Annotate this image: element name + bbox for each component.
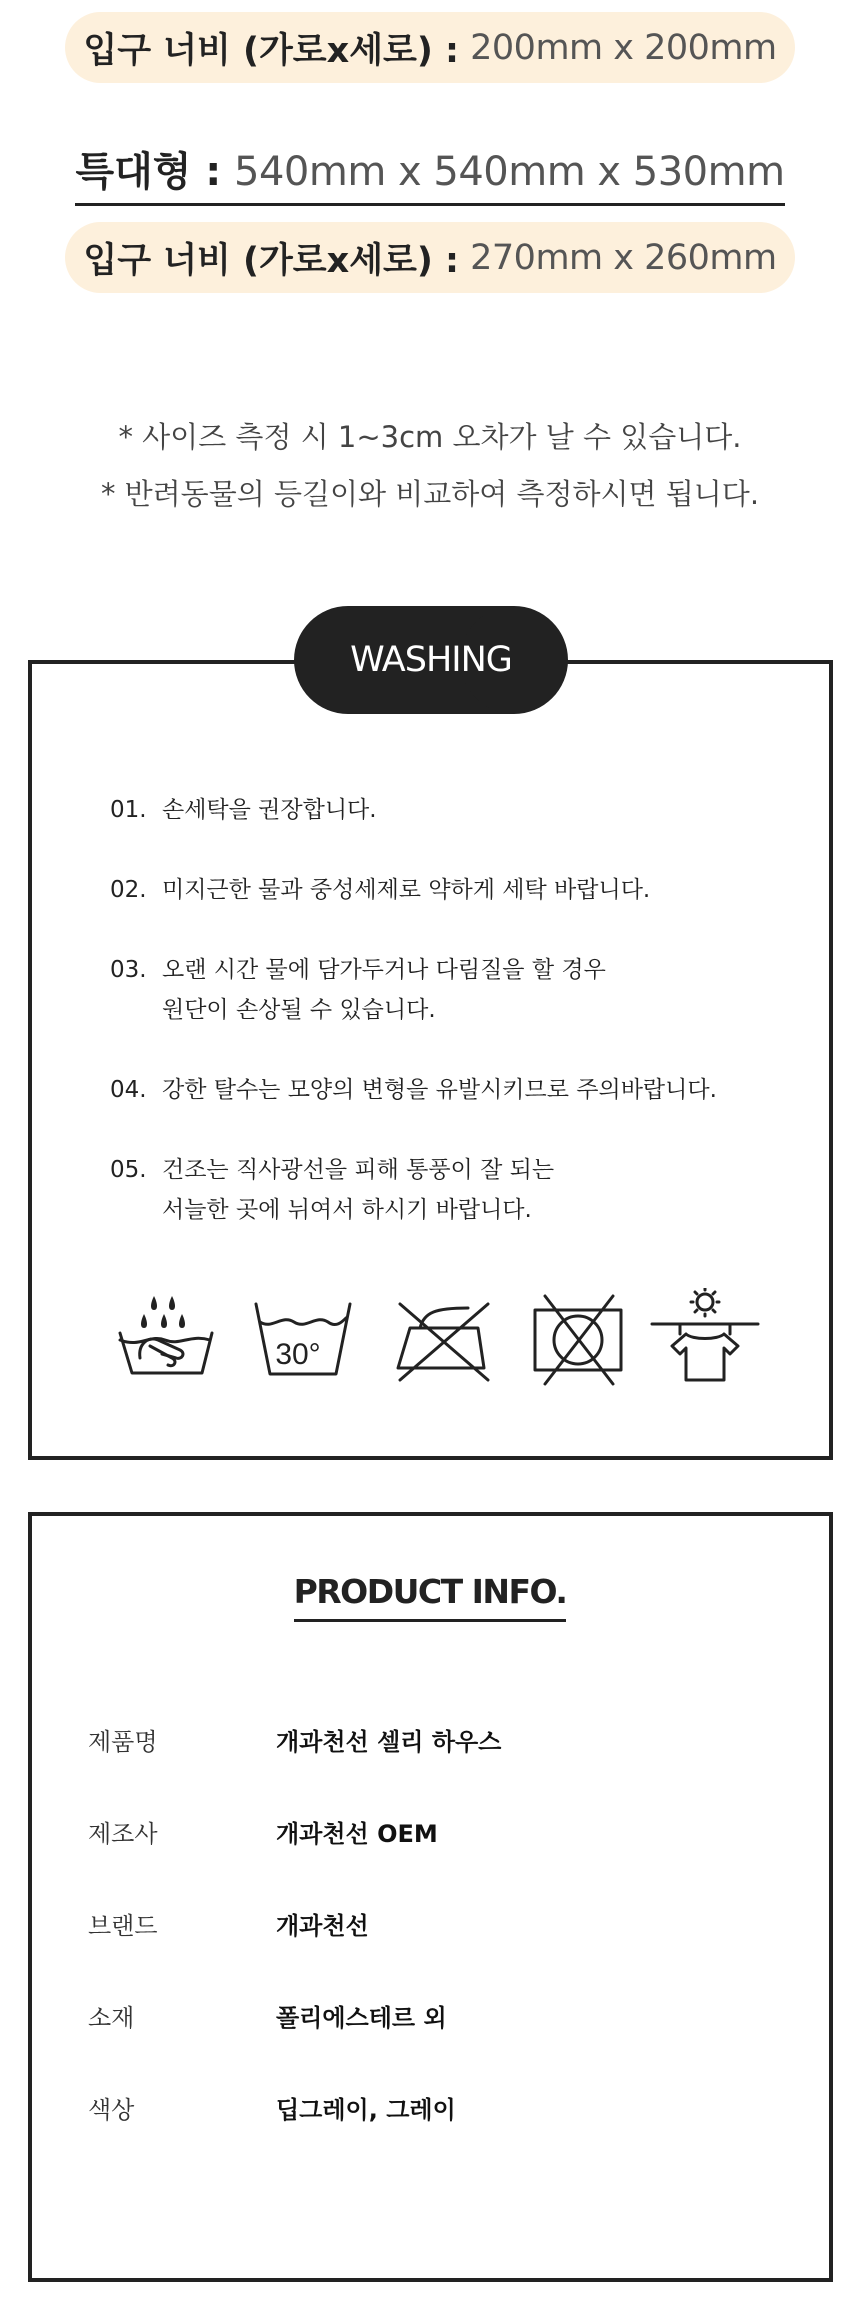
list-item: 04. 강한 탈수는 모양의 변형을 유발시키므로 주의바랍니다. [110, 1077, 717, 1103]
list-item: 03. 오랜 시간 물에 담가두거나 다림질을 할 경우 원단이 손상될 수 있습니다. [110, 957, 606, 1023]
spec-row-brand: 브랜드 개과천선 [88, 1912, 369, 1940]
entrance-size-pill-1 [65, 12, 795, 83]
xl-size-label: 특대형 : [75, 149, 222, 195]
washing-title: WASHING [350, 640, 512, 680]
no-iron-icon [388, 1288, 498, 1388]
product-info-panel [28, 1512, 833, 2282]
spec-row-material: 소재 폴리에스테르 외 [88, 2004, 447, 2032]
size-note-2: * 반려동물의 등길이와 비교하여 측정하시면 됩니다. [100, 477, 760, 511]
washing-badge [294, 606, 568, 714]
spec-row-manufacturer: 제조사 개과천선 OEM [88, 1820, 438, 1848]
xl-size-line [0, 140, 860, 206]
entrance-size-label: 입구 너비 (가로x세로) : [83, 240, 459, 281]
wash-30-icon [248, 1288, 358, 1388]
care-icons [0, 1288, 860, 1388]
spec-row-color: 색상 딥그레이, 그레이 [88, 2096, 456, 2124]
washing-instructions [110, 790, 810, 1230]
list-item: 01. 손세탁을 권장합니다. [110, 797, 377, 823]
list-item: 02. 미지근한 물과 중성세제로 약하게 세탁 바랍니다. [110, 877, 651, 903]
entrance-size-label: 입구 너비 (가로x세로) : [83, 30, 459, 71]
hand-wash-icon [110, 1288, 220, 1388]
entrance-size-value: 270mm x 260mm [470, 237, 777, 278]
entrance-size-pill-2 [65, 222, 795, 293]
wash-temperature: 30° [275, 1338, 321, 1371]
product-info-title: PRODUCT INFO. [0, 1572, 860, 1622]
size-note-1: * 사이즈 측정 시 1~3cm 오차가 날 수 있습니다. [118, 420, 742, 454]
list-item: 05. 건조는 직사광선을 피해 통풍이 잘 되는 서늘한 곳에 뉘여서 하시기 바랍니다. [110, 1157, 555, 1223]
spec-row-name: 제품명 개과천선 셀리 하우스 [88, 1728, 502, 1756]
shade-dry-icon [650, 1288, 760, 1388]
xl-size-value: 540mm x 540mm x 530mm [234, 149, 785, 195]
entrance-size-value: 200mm x 200mm [470, 27, 777, 68]
no-tumble-dry-icon [525, 1288, 635, 1388]
